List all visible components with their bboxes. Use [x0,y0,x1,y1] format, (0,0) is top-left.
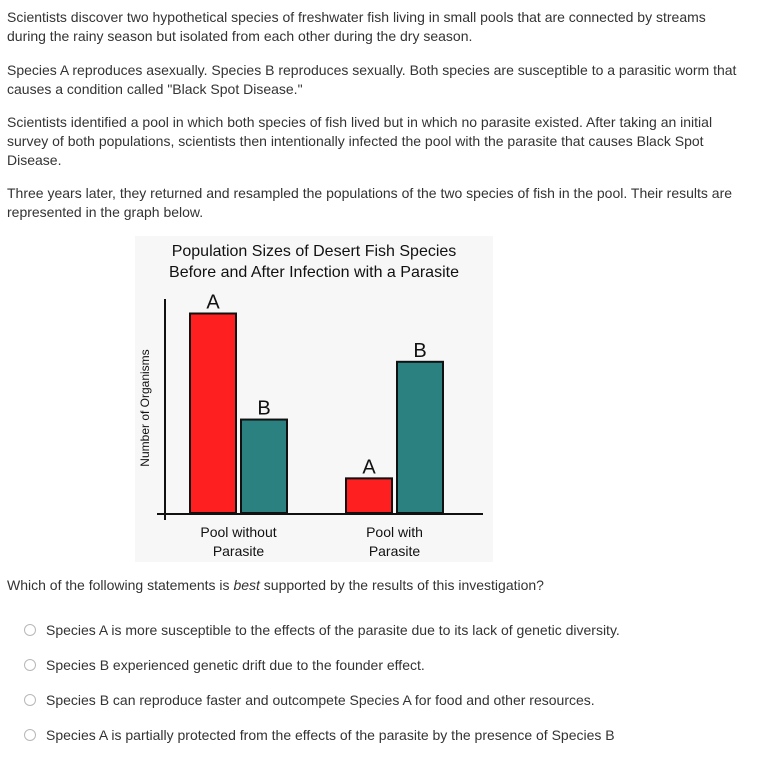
answer-choice-2[interactable] [24,647,744,682]
question-emphasis: best [233,577,260,593]
passage-paragraph-2: Species A reproduces asexually. Species B reproduces sexually. Both species are susceptible to a parasitic worm that causes a condition called "Black Spot Disease." [7,62,737,97]
chart-title-line-1: Population Sizes of Desert Fish Species [171,243,457,260]
y-axis-label: Number of Organisms [138,349,152,467]
question-text [7,576,544,595]
bar-a-1 [190,314,236,514]
bar-label-a-2: A [362,456,376,479]
bar-label-a-1: A [206,291,220,314]
bar-chart [135,236,493,562]
answer-choice-4[interactable] [24,717,744,752]
category-label-1-line-2: Parasite [212,543,265,559]
bar-label-b-1: B [257,397,271,420]
radio-button[interactable] [24,729,36,741]
answer-choice-label: Species B experienced genetic drift due to the founder effect. [46,656,425,673]
answer-choice-1[interactable] [24,612,744,647]
bar-label-b-2: B [413,339,427,362]
radio-button[interactable] [24,694,36,706]
bar-a-2 [346,478,392,513]
chart-title-line-2: Before and After Infection with a Parasite [169,264,459,281]
question-text-end: supported by the results of this investigation? [259,577,544,593]
passage-paragraph-3: Scientists identified a pool in which both species of fish lived but in which no parasite existed. After taking an initial survey of both populations, scientists then intentionally infected the pool with the parasite that causes Black Spot Disease. [7,114,713,168]
answer-choice-3[interactable] [24,682,744,717]
answer-choice-label: Species B can reproduce faster and outcompete Species A for food and other resources. [46,691,595,708]
passage-paragraph-1: Scientists discover two hypothetical species of freshwater fish living in small pools that are connected by streams during the rainy season but isolated from each other during the dry season. [7,9,706,44]
category-label-1-line-1: Pool without [200,524,277,540]
answer-choice-label: Species A is more susceptible to the effects of the parasite due to its lack of genetic diversity. [46,621,620,638]
chart-svg [135,236,493,562]
answer-choice-label: Species A is partially protected from the effects of the parasite by the presence of Species B [46,726,615,743]
bar-b-2 [397,362,443,513]
category-label-2-line-2: Parasite [368,543,421,559]
radio-button[interactable] [24,624,36,636]
category-label-2-line-1: Pool with [366,524,423,540]
bar-b-1 [241,420,287,513]
answer-choices [24,612,744,752]
radio-button[interactable] [24,659,36,671]
passage-paragraph-4: Three years later, they returned and resampled the populations of the two species of fish in the pool. Their results are represented in the graph below. [7,185,733,220]
question-text-start: Which of the following statements is [7,577,234,593]
